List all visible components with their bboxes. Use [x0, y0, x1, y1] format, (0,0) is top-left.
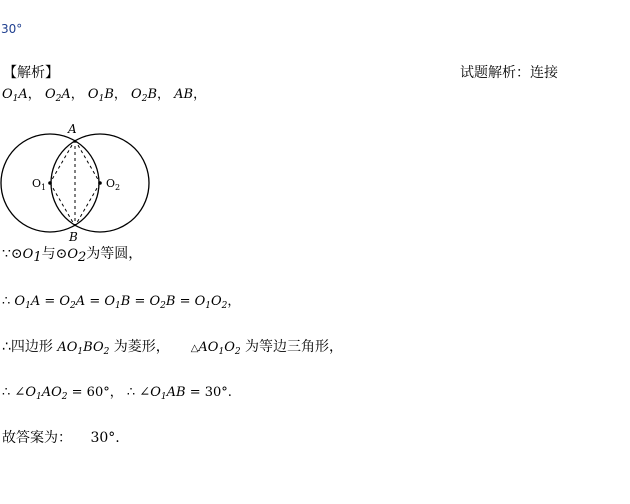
label-o2: $O_2$ [106, 177, 121, 192]
label-a: A [68, 122, 77, 136]
angles-line: ∴ $\angle O_1AO_2 = 60^\circ$， ∴ $\angle O_1AB = 30^\circ$. [2, 385, 232, 402]
segment-o1b: $O_1B$ [87, 87, 114, 104]
final-answer-line: 故答案为： 30°. [2, 430, 120, 446]
segment-o2b: $O_2B$ [131, 87, 157, 104]
rhombus-line: ∴四边形 $AO_1BO_2$ 为菱形， $\triangle AO_1O_2$ 为等边三角形， [2, 339, 344, 357]
label-b: B [69, 230, 78, 243]
segment-o1a-line [50, 140, 75, 183]
center-o1-point [48, 181, 52, 185]
answer-text: 30° [1, 22, 23, 36]
segment-o2a-line [75, 140, 100, 183]
label-o1: $O_1$ [32, 177, 47, 192]
segment-o2a: $O_2A$ [44, 87, 71, 104]
segment-ab: AB [174, 87, 194, 102]
segment-o1a: $O_1A$ [2, 87, 28, 104]
geometry-figure [0, 118, 160, 243]
analysis-note: 试题解析：连接 [460, 65, 558, 81]
equal-segments-line: ∴ $O_1A = O_2A = O_1B = O_2B = O_1O_2$， [2, 294, 241, 311]
equal-circles-line: $\because⊙O_1$与$⊙O_2$为等圆， [2, 246, 143, 265]
segment-o2b-line [75, 183, 100, 226]
analysis-header: 【解析】 [3, 65, 59, 81]
center-o2-point [98, 181, 102, 185]
segment-o1b-line [50, 183, 75, 226]
connect-segments-line: $O_1A$， $O_2A$， $O_1B$， $O_2B$， AB， [2, 87, 207, 104]
